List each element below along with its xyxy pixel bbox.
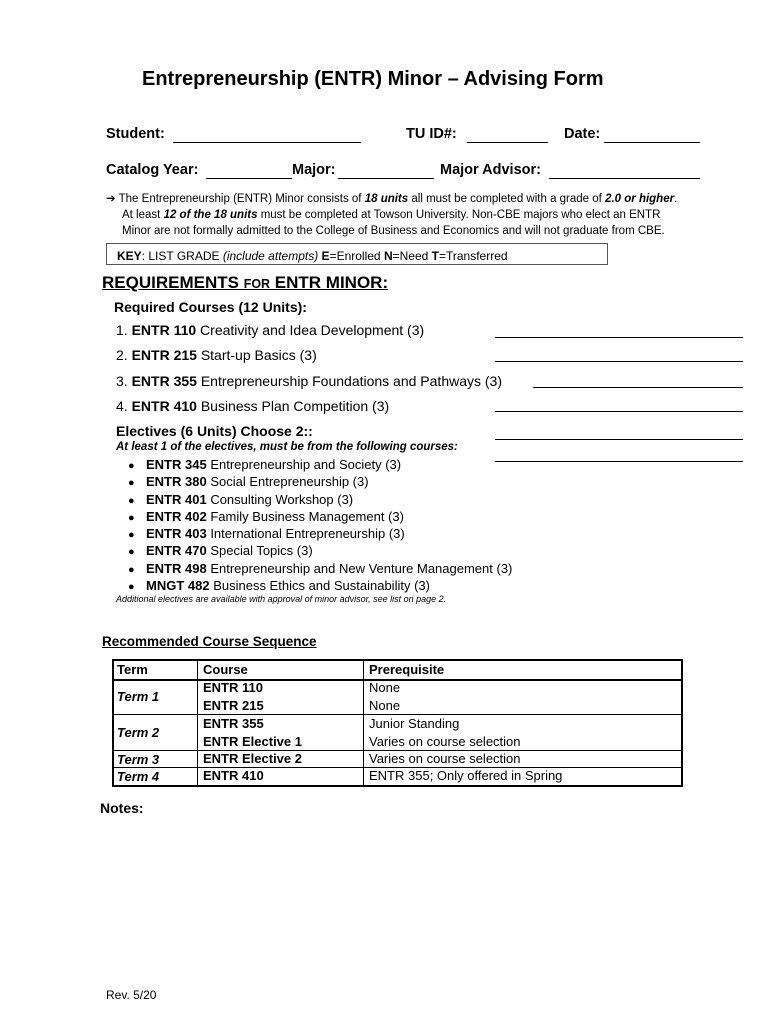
course-name: Entrepreneurship and Society (3): [206, 457, 402, 472]
course-name: Entrepreneurship and New Venture Management (3): [206, 560, 513, 576]
intro-text: The Entrepreneurship (ENTR) Minor consists of: [118, 193, 365, 205]
table-row-prereq: Varies on course selection: [369, 751, 521, 766]
key-t: T: [431, 249, 439, 263]
electives-list: [128, 456, 512, 594]
course-code: ENTR 498: [146, 560, 207, 576]
intro-line-2: [122, 207, 660, 223]
key-n: N: [383, 249, 393, 263]
course-code: ENTR 380: [146, 474, 207, 490]
tu-id-label: TU ID#:: [406, 126, 457, 142]
intro-emphasis: 12 of the 18 units: [163, 209, 258, 221]
grade-key-box: [106, 243, 608, 265]
major-field[interactable]: [338, 178, 434, 179]
sequence-table: [112, 659, 683, 787]
course-code: MNGT 482: [146, 578, 210, 594]
list-item: ● ENTR 403 International Entrepreneurship (3): [128, 526, 405, 542]
course-code: ENTR 215: [131, 347, 197, 363]
course-name: Entrepreneurship Foundations and Pathways (3): [196, 373, 503, 389]
catalog-year-label: Catalog Year:: [106, 162, 199, 178]
intro-line-1: [106, 191, 677, 207]
table-row-course: ENTR Elective 2: [203, 751, 302, 766]
intro-emphasis: 18 units: [364, 193, 409, 205]
course-code: ENTR 403: [146, 526, 207, 542]
electives-heading: Electives (6 Units) Choose 2::: [116, 423, 313, 439]
key-label: KEY: [117, 249, 142, 263]
required-courses-heading: Required Courses (12 Units):: [114, 299, 307, 315]
requirements-heading: [102, 273, 388, 293]
course-name: Consulting Workshop (3): [206, 491, 354, 507]
term-4: Term 4: [117, 769, 160, 784]
page-title: Entrepreneurship (ENTR) Minor – Advising Form: [142, 68, 604, 90]
course-code: ENTR 410: [131, 398, 197, 414]
required-course-1: [116, 322, 424, 338]
list-item: ● ENTR 401 Consulting Workshop (3): [128, 491, 354, 507]
intro-line-3: Minor are not formally admitted to the College of Business and Economics and will not graduate from CBE.: [122, 225, 665, 237]
course-name: Start-up Basics (3): [196, 347, 317, 363]
course-code: ENTR 402: [146, 508, 207, 524]
key-e: E: [321, 249, 330, 263]
notes-label: Notes:: [100, 800, 144, 816]
key-text: =Enrolled: [329, 249, 384, 263]
header-course: Course: [203, 662, 248, 677]
list-item: ● ENTR 345 Entrepreneurship and Society (3): [128, 457, 402, 472]
list-item: ● ENTR 470 Special Topics (3): [128, 543, 313, 559]
table-row-prereq: Junior Standing: [369, 716, 460, 731]
tu-id-field[interactable]: [467, 142, 548, 143]
course-name: Family Business Management (3): [206, 508, 404, 524]
revision-label: Rev. 5/20: [106, 988, 157, 1002]
additional-electives-note: Additional electives are available with approval of minor advisor, see list on page 2.: [116, 594, 447, 604]
date-field[interactable]: [604, 142, 700, 143]
term-1: Term 1: [117, 689, 160, 704]
table-row-prereq: Varies on course selection: [369, 734, 521, 749]
grade-field-2[interactable]: [495, 361, 743, 362]
intro-text: .: [674, 193, 678, 205]
required-course-2: [116, 347, 317, 363]
intro-text: all must be completed with a grade of: [408, 193, 606, 205]
term-2: Term 2: [117, 725, 160, 740]
grade-field-4[interactable]: [495, 411, 743, 412]
list-item: ● ENTR 380 Social Entrepreneurship (3): [128, 474, 369, 490]
heading-text: FOR: [243, 277, 271, 291]
table-row-course: ENTR 215: [203, 698, 264, 713]
intro-emphasis: 2.0 or higher: [605, 193, 675, 205]
required-course-4: [116, 398, 389, 414]
key-text: =Transferred: [438, 249, 508, 263]
sequence-heading: Recommended Course Sequence: [102, 634, 317, 649]
key-text: =Need: [392, 249, 432, 263]
list-item: ● MNGT 482 Business Ethics and Sustainability (3): [128, 578, 430, 594]
course-name: Business Plan Competition (3): [196, 398, 390, 414]
table-row-course: ENTR 110: [203, 680, 263, 695]
table-row-course: ENTR 355: [203, 716, 264, 731]
course-code: ENTR 355: [131, 373, 197, 389]
table-row-course: ENTR 410: [203, 768, 264, 783]
key-italic: (include attempts): [222, 249, 319, 263]
major-advisor-field[interactable]: [549, 178, 700, 179]
course-name: Business Ethics and Sustainability (3): [209, 578, 430, 594]
intro-text: must be completed at Towson University. Non-CBE majors who elect an ENTR: [257, 209, 661, 221]
student-field[interactable]: [173, 142, 361, 143]
table-row-prereq: ENTR 355; Only offered in Spring: [369, 768, 563, 783]
major-label: Major:: [292, 162, 336, 178]
list-item: ● ENTR 498 Entrepreneurship and New Venture Management (3): [128, 560, 513, 576]
course-num: 1.: [116, 322, 128, 338]
heading-text: ENTR MINOR:: [270, 273, 389, 292]
required-course-3: [116, 373, 502, 389]
table-row-prereq: None: [369, 698, 401, 713]
heading-text: REQUIREMENTS: [102, 273, 244, 292]
date-label: Date:: [564, 126, 601, 142]
grade-field-3[interactable]: [533, 387, 743, 388]
header-prerequisite: Prerequisite: [369, 662, 445, 677]
term-3: Term 3: [117, 752, 160, 767]
grade-field-1[interactable]: [495, 337, 743, 338]
elective-grade-field-2[interactable]: [495, 461, 743, 462]
intro-text: At least: [122, 209, 164, 221]
major-advisor-label: Major Advisor:: [440, 162, 541, 178]
course-name: International Entrepreneurship (3): [206, 526, 405, 542]
row-divider: [114, 714, 681, 715]
table-row-course: ENTR Elective 1: [203, 734, 302, 749]
course-code: ENTR 470: [146, 543, 207, 559]
arrow-icon: ➔: [106, 193, 116, 205]
student-label: Student:: [106, 126, 165, 142]
catalog-year-field[interactable]: [206, 178, 292, 179]
course-code: ENTR 110: [131, 322, 197, 338]
course-num: 3.: [116, 373, 128, 389]
course-name: Special Topics (3): [206, 543, 313, 559]
header-term: Term: [117, 662, 148, 677]
course-name: Creativity and Idea Development (3): [196, 322, 425, 338]
course-num: 4.: [116, 398, 128, 414]
course-code: ENTR 401: [146, 491, 207, 507]
course-name: Social Entrepreneurship (3): [206, 474, 369, 490]
electives-note: At least 1 of the electives, must be from the following courses:: [116, 441, 458, 453]
list-item: ● ENTR 402 Family Business Management (3): [128, 508, 404, 524]
course-code: ENTR 345: [146, 457, 207, 472]
table-row-prereq: None: [369, 680, 401, 695]
elective-grade-field-1[interactable]: [495, 439, 743, 440]
course-num: 2.: [116, 347, 128, 363]
key-text: : LIST GRADE: [141, 249, 223, 263]
